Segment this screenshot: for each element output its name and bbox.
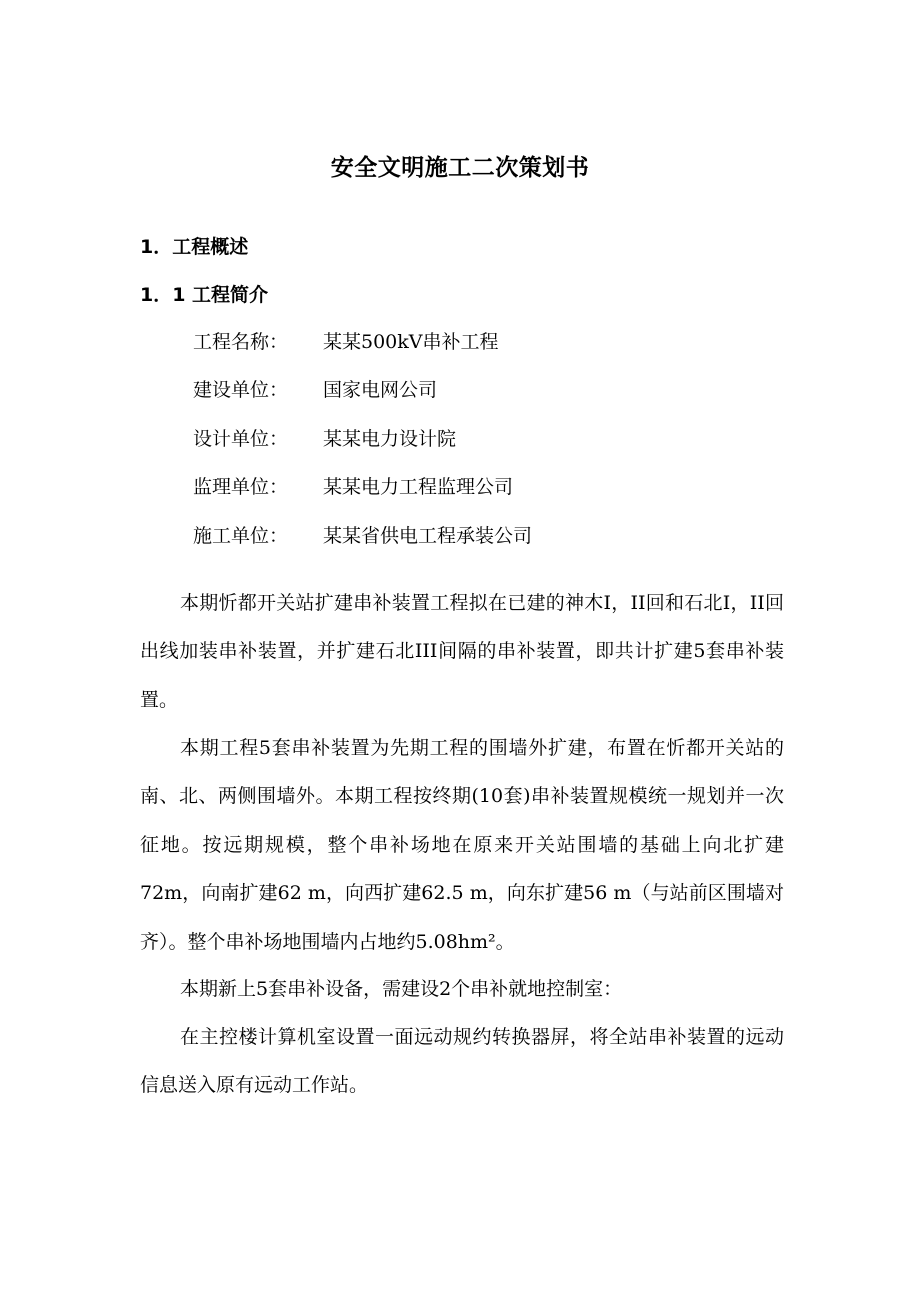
body-paragraph: 本期忻都开关站扩建串补装置工程拟在已建的神木I，II回和石北I，II回出线加装串补装置，并扩建石北III间隔的串补装置，即共计扩建5套串补装置。 <box>140 592 784 711</box>
document-title: 安全文明施工二次策划书 <box>330 155 590 181</box>
info-row-project-name <box>193 327 793 357</box>
body-paragraph: 在主控楼计算机室设置一面远动规约转换器屏，将全站串补装置的远动信息送入原有远动工作站。 <box>140 1026 784 1097</box>
info-label: 建设单位： <box>193 379 289 401</box>
section-heading-overview: 1．工程概述 <box>140 236 249 258</box>
body-paragraph: 本期工程5套串补装置为先期工程的围墙外扩建，布置在忻都开关站的南、北、两侧围墙外。本期工程按终期(10套)串补装置规模统一规划并一次征地。按远期规模，整个串补场地在原来开关站围墙的基础上向北扩建72m，向南扩建62 m，向西扩建62.5 m，向东扩建56 m（与站前区围墙对齐）。整个串补场地围墙内占地约5.08hm²。 <box>140 737 784 953</box>
section-heading-introduction: 1．1 工程简介 <box>140 284 269 306</box>
info-value: 某某电力工程监理公司 <box>323 476 514 498</box>
info-value: 国家电网公司 <box>323 379 438 401</box>
info-label: 施工单位： <box>193 525 289 547</box>
info-row-owner <box>193 375 793 405</box>
info-row-designer <box>193 424 793 454</box>
info-label: 工程名称： <box>193 331 289 353</box>
info-value: 某某省供电工程承装公司 <box>323 525 533 547</box>
info-value: 某某电力设计院 <box>323 428 457 450</box>
info-row-supervisor <box>193 472 793 502</box>
info-label: 设计单位： <box>193 428 289 450</box>
body-paragraph: 本期新上5套串补设备，需建设2个串补就地控制室： <box>180 978 623 1000</box>
info-row-contractor <box>193 521 793 551</box>
info-label: 监理单位： <box>193 476 289 498</box>
info-value: 某某500kV串补工程 <box>323 331 499 353</box>
